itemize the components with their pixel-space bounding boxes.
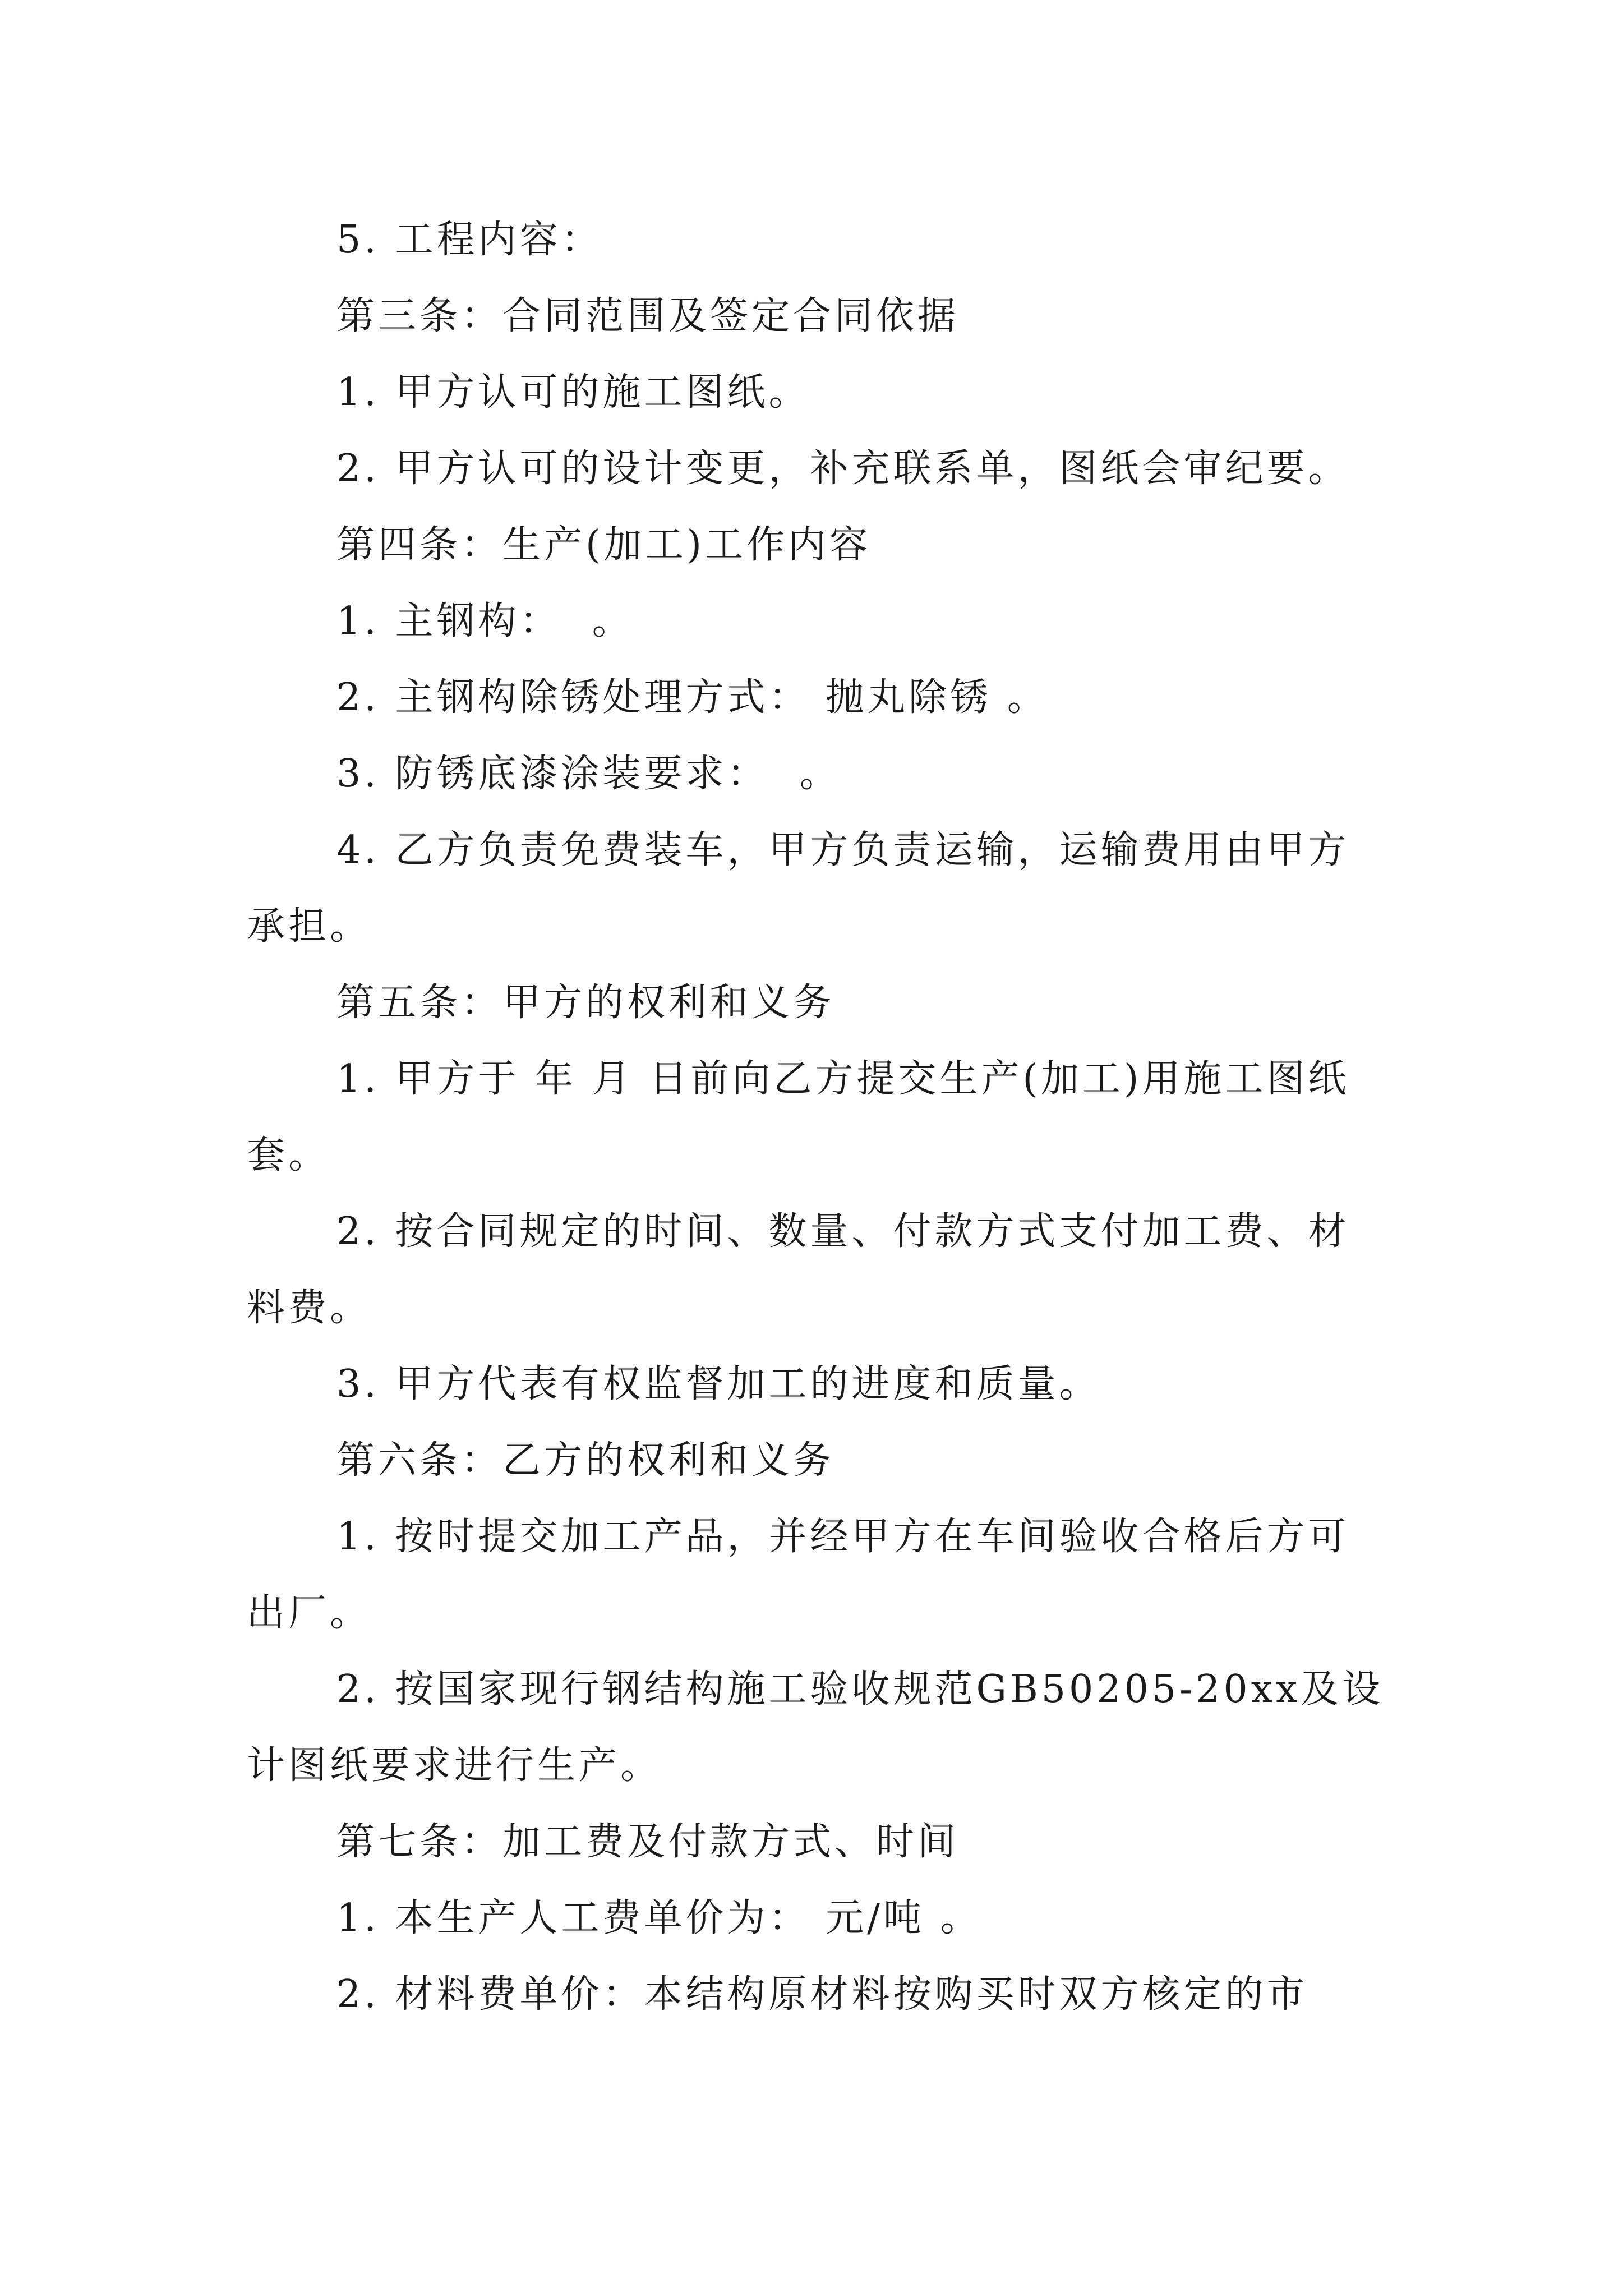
article-4-item-3: 3. 防锈底漆涂装要求： 。 [336, 752, 841, 796]
article-3-item-2: 2. 甲方认可的设计变更，补充联系单，图纸会审纪要。 [336, 447, 1350, 491]
article-7-item-1: 1. 本生产人工费单价为： 元/吨 。 [336, 1896, 982, 1940]
article-4-heading: 第四条：生产(加工)工作内容 [336, 523, 872, 567]
article-7-heading: 第七条：加工费及付款方式、时间 [336, 1820, 960, 1864]
article-6-item-2: 2. 按国家现行钢结构施工验收规范GB50205-20xx及设计图纸要求进行生产。 [247, 1667, 1384, 1788]
article-4-item-1: 1. 主钢构： 。 [336, 599, 634, 643]
article-5-item-1: 1. 甲方于 年 月 日前向乙方提交生产(加工)用施工图纸 套。 [247, 1057, 1366, 1177]
article-3-heading: 第三条：合同范围及签定合同依据 [336, 294, 960, 338]
document-body [247, 202, 1391, 2033]
item-project-content: 5. 工程内容： [336, 218, 603, 262]
article-4-item-2: 2. 主钢构除锈处理方式： 抛丸除锈 。 [336, 675, 1049, 720]
article-7-item-2: 2. 材料费单价：本结构原材料按购买时双方核定的市 [336, 1972, 1308, 2017]
article-3-item-1: 1. 甲方认可的施工图纸。 [336, 370, 810, 415]
article-5-item-3: 3. 甲方代表有权监督加工的进度和质量。 [336, 1362, 1101, 1406]
article-6-heading: 第六条：乙方的权利和义务 [336, 1438, 835, 1483]
article-5-item-2: 2. 按合同规定的时间、数量、付款方式支付加工费、材料费。 [247, 1209, 1350, 1330]
article-5-heading: 第五条：甲方的权利和义务 [336, 981, 835, 1025]
article-4-item-4: 4. 乙方负责免费装车，甲方负责运输，运输费用由甲方承担。 [247, 828, 1350, 949]
article-6-item-1: 1. 按时提交加工产品，并经甲方在车间验收合格后方可出厂。 [247, 1515, 1350, 1635]
